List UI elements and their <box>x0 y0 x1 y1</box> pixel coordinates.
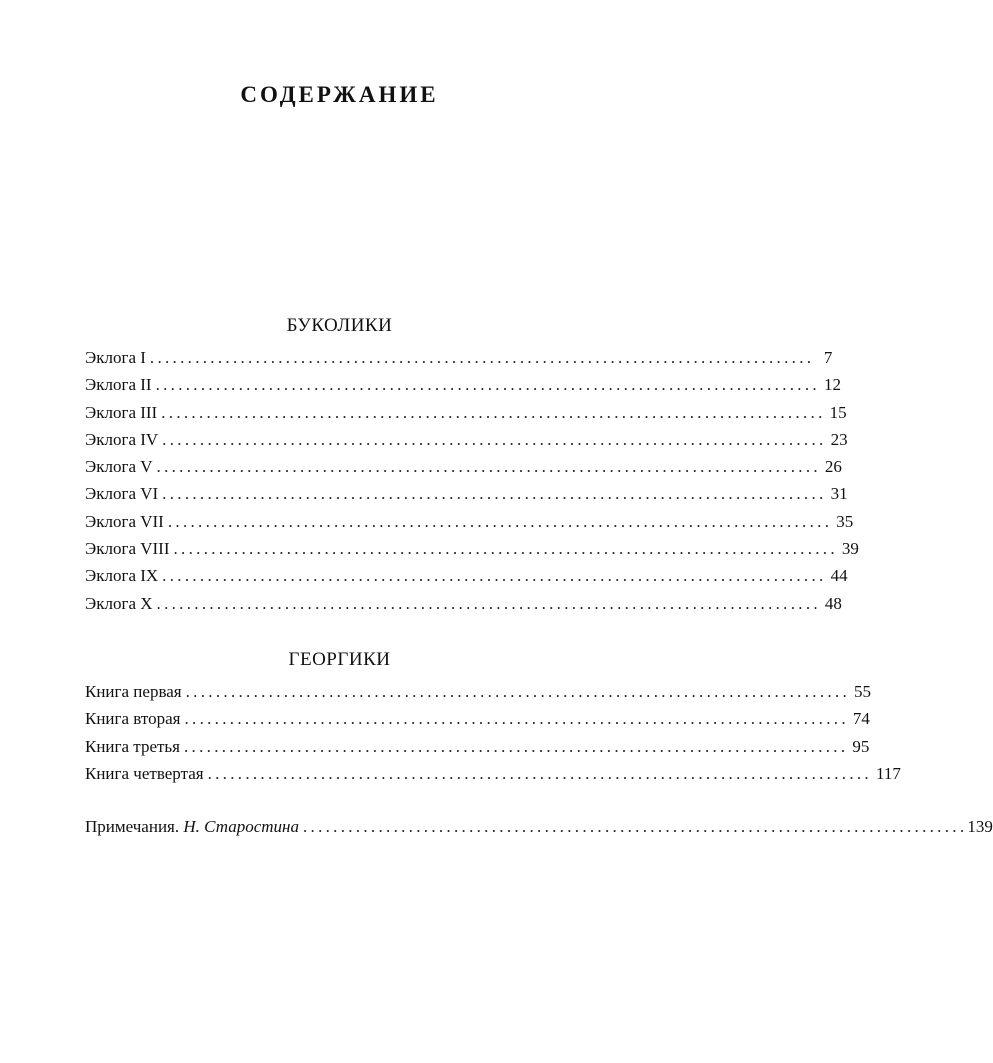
toc-entry[interactable] <box>85 562 848 589</box>
toc-entry-page: 39 <box>841 539 859 559</box>
toc-leader-dots: ........................................................................................ <box>184 709 849 729</box>
notes-label: Примечания. <box>85 817 180 836</box>
toc-entry[interactable] <box>85 344 833 371</box>
toc-entry-page: 7 <box>823 348 833 367</box>
toc-leader-dots: ........................................................................................ <box>149 348 815 367</box>
section-heading-georgics: ГЕОРГИКИ <box>288 649 391 670</box>
toc-leader-dots: ........................................................................................ <box>156 593 821 613</box>
toc-list-notes <box>85 813 993 840</box>
toc-leader-dots: ........................................................................................ <box>302 817 968 836</box>
toc-entry-label: Книга первая <box>85 682 182 701</box>
toc-leader-dots: ........................................................................................ <box>161 402 826 422</box>
toc-entry-label: Эклога VIII <box>85 539 170 559</box>
toc-entry-label: Эклога IV <box>85 429 159 449</box>
toc-entry[interactable] <box>85 480 848 507</box>
toc-entry[interactable] <box>85 733 870 760</box>
toc-entry-label: Эклога V <box>85 457 153 477</box>
toc-entry-label: Эклога X <box>85 593 153 613</box>
toc-entry-label: Эклога III <box>85 402 158 422</box>
toc-entry-page: 31 <box>830 484 848 504</box>
toc-entry[interactable] <box>85 508 854 535</box>
toc-leader-dots: ........................................................................................ <box>155 375 820 395</box>
toc-entry-label: Книга вторая <box>85 709 181 729</box>
toc-entry-notes[interactable] <box>85 813 993 840</box>
section-heading-bucolics: БУКОЛИКИ <box>286 315 393 336</box>
toc-entry-page: 74 <box>852 709 870 729</box>
toc-leader-dots: ........................................................................................ <box>184 736 849 756</box>
toc-entry-page: 44 <box>830 566 848 586</box>
toc-entry-label: Эклога I <box>85 348 146 367</box>
notes-author: Н. Старостина <box>183 817 299 836</box>
toc-entry[interactable] <box>85 760 901 787</box>
toc-leader-dots: ........................................................................................ <box>156 457 821 477</box>
toc-entry-label: Эклога VII <box>85 511 164 531</box>
toc-entry[interactable] <box>85 426 848 453</box>
toc-entry[interactable] <box>85 399 847 426</box>
toc-leader-dots: ........................................................................................ <box>162 566 827 586</box>
toc-leader-dots: ........................................................................................ <box>167 511 833 531</box>
toc-leader-dots: ........................................................................................ <box>162 484 827 504</box>
toc-entry-label: Эклога VI <box>85 484 159 504</box>
toc-entry[interactable] <box>85 371 841 398</box>
toc-list-georgics <box>85 678 901 787</box>
toc-entry[interactable] <box>85 535 859 562</box>
toc-entry-page: 117 <box>875 763 901 783</box>
toc-entry-page: 23 <box>830 429 848 449</box>
toc-entry[interactable] <box>85 678 872 705</box>
toc-entry-page: 12 <box>823 375 841 395</box>
toc-entry-label <box>85 813 299 840</box>
toc-entry-page: 139 <box>967 817 993 836</box>
toc-entry-page: 35 <box>836 511 854 531</box>
toc-entry-page: 95 <box>852 736 870 756</box>
toc-entry-label: Эклога IX <box>85 566 159 586</box>
page-title: СОДЕРЖАНИЕ <box>240 82 439 107</box>
toc-leader-dots: ........................................................................................ <box>185 682 851 701</box>
toc-entry-page: 26 <box>824 457 842 477</box>
toc-entry[interactable] <box>85 590 842 617</box>
toc-entry[interactable] <box>85 453 842 480</box>
toc-leader-dots: ........................................................................................ <box>173 539 838 559</box>
toc-entry-page: 55 <box>854 682 872 701</box>
toc-entry-label: Книга четвертая <box>85 763 204 783</box>
toc-list-bucolics <box>85 344 859 617</box>
toc-entry-label: Эклога II <box>85 375 152 395</box>
toc-leader-dots: ........................................................................................ <box>207 763 872 783</box>
toc-entry[interactable] <box>85 705 870 732</box>
toc-leader-dots: ........................................................................................ <box>162 429 827 449</box>
toc-entry-page: 48 <box>824 593 842 613</box>
toc-entry-page: 15 <box>829 402 847 422</box>
toc-entry-label: Книга третья <box>85 736 180 756</box>
